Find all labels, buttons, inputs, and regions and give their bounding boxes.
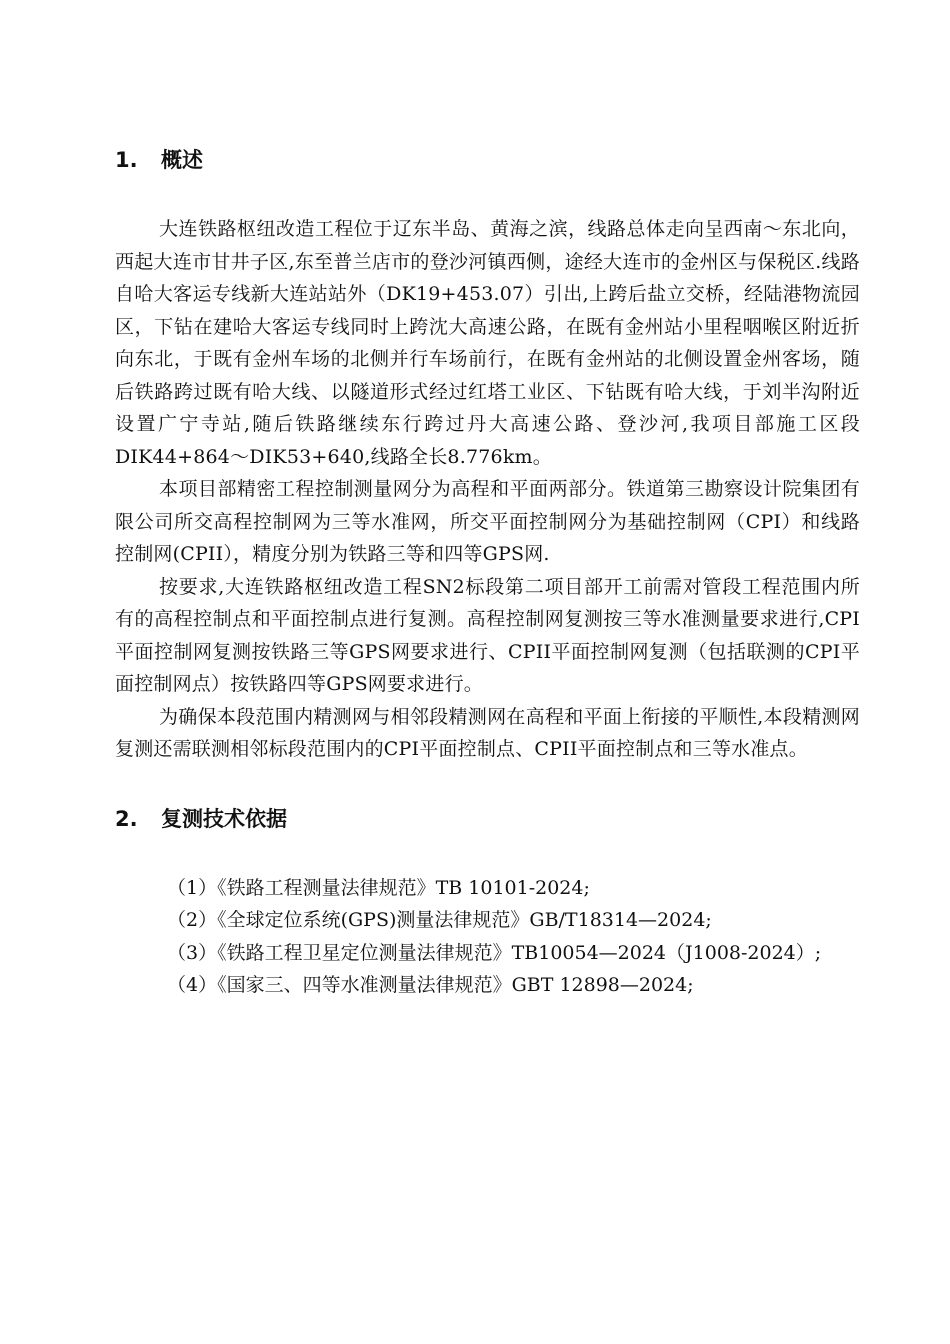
paragraph: 为确保本段范围内精测网与相邻段精测网在高程和平面上衔接的平顺性,本段精测网复测还需联测相邻标段范围内的CPI平面控制点、CPII平面控制点和三等水准点。 bbox=[115, 705, 860, 760]
section-number: 1. bbox=[115, 148, 138, 172]
section-heading-technical-basis bbox=[115, 799, 860, 839]
section-title: 概述 bbox=[161, 148, 203, 172]
paragraph: 大连铁路枢纽改造工程位于辽东半岛、黄海之滨，线路总体走向呈西南～东北向，西起大连市甘井子区,东至普兰店市的登沙河镇西侧，途经大连市的金州区与保税区.线路自哈大客运专线新大连站站外（DK19+453.07）引出,上跨后盐立交桥，经陆港物流园区，下钻在建哈大客运专线同时上跨沈大高速公路，在既有金州站小里程咽喉区附近折向东北，于既有金州车场的北侧并行车场前行，在既有金州站的北侧设置金州客场，随后铁路跨过既有哈大线、以隧道形式经过红塔工业区、下钻既有哈大线，于刘半沟附近设置广宁寺站,随后铁路继续东行跨过丹大高速公路、登沙河,我项目部施工区段DIK44+864～DIK53+640,线路全长8.776km。 bbox=[115, 218, 860, 468]
paragraph: 按要求,大连铁路枢纽改造工程SN2标段第二项目部开工前需对管段工程范围内所有的高程控制点和平面控制点进行复测。高程控制网复测按三等水准测量要求进行,CPI平面控制网复测按铁路三等GPS网要求进行、CPII平面控制网复测（包括联测的CPI平面控制网点）按铁路四等GPS网要求进行。 bbox=[115, 575, 860, 695]
reference-item: （1）《铁路工程测量法律规范》TB 10101-2024; bbox=[167, 876, 590, 899]
section-number: 2. bbox=[115, 806, 138, 831]
reference-item: （2）《全球定位系统(GPS)测量法律规范》GB/T18314—2024; bbox=[167, 909, 712, 931]
paragraph: 本项目部精密工程控制测量网分为高程和平面两部分。铁道第三勘察设计院集团有限公司所交高程控制网为三等水准网，所交平面控制网分为基础控制网（CPI）和线路控制网(CPII），精度分别为铁路三等和四等GPS网. bbox=[115, 478, 860, 565]
section-title: 复测技术依据 bbox=[161, 806, 287, 831]
section-heading-overview bbox=[115, 140, 860, 180]
document-content bbox=[115, 140, 860, 1002]
reference-item: （4）《国家三、四等水准测量法律规范》GBT 12898—2024; bbox=[167, 974, 694, 996]
reference-item: （3）《铁路工程卫星定位测量法律规范》TB10054—2024（J1008-2024）; bbox=[167, 941, 822, 964]
